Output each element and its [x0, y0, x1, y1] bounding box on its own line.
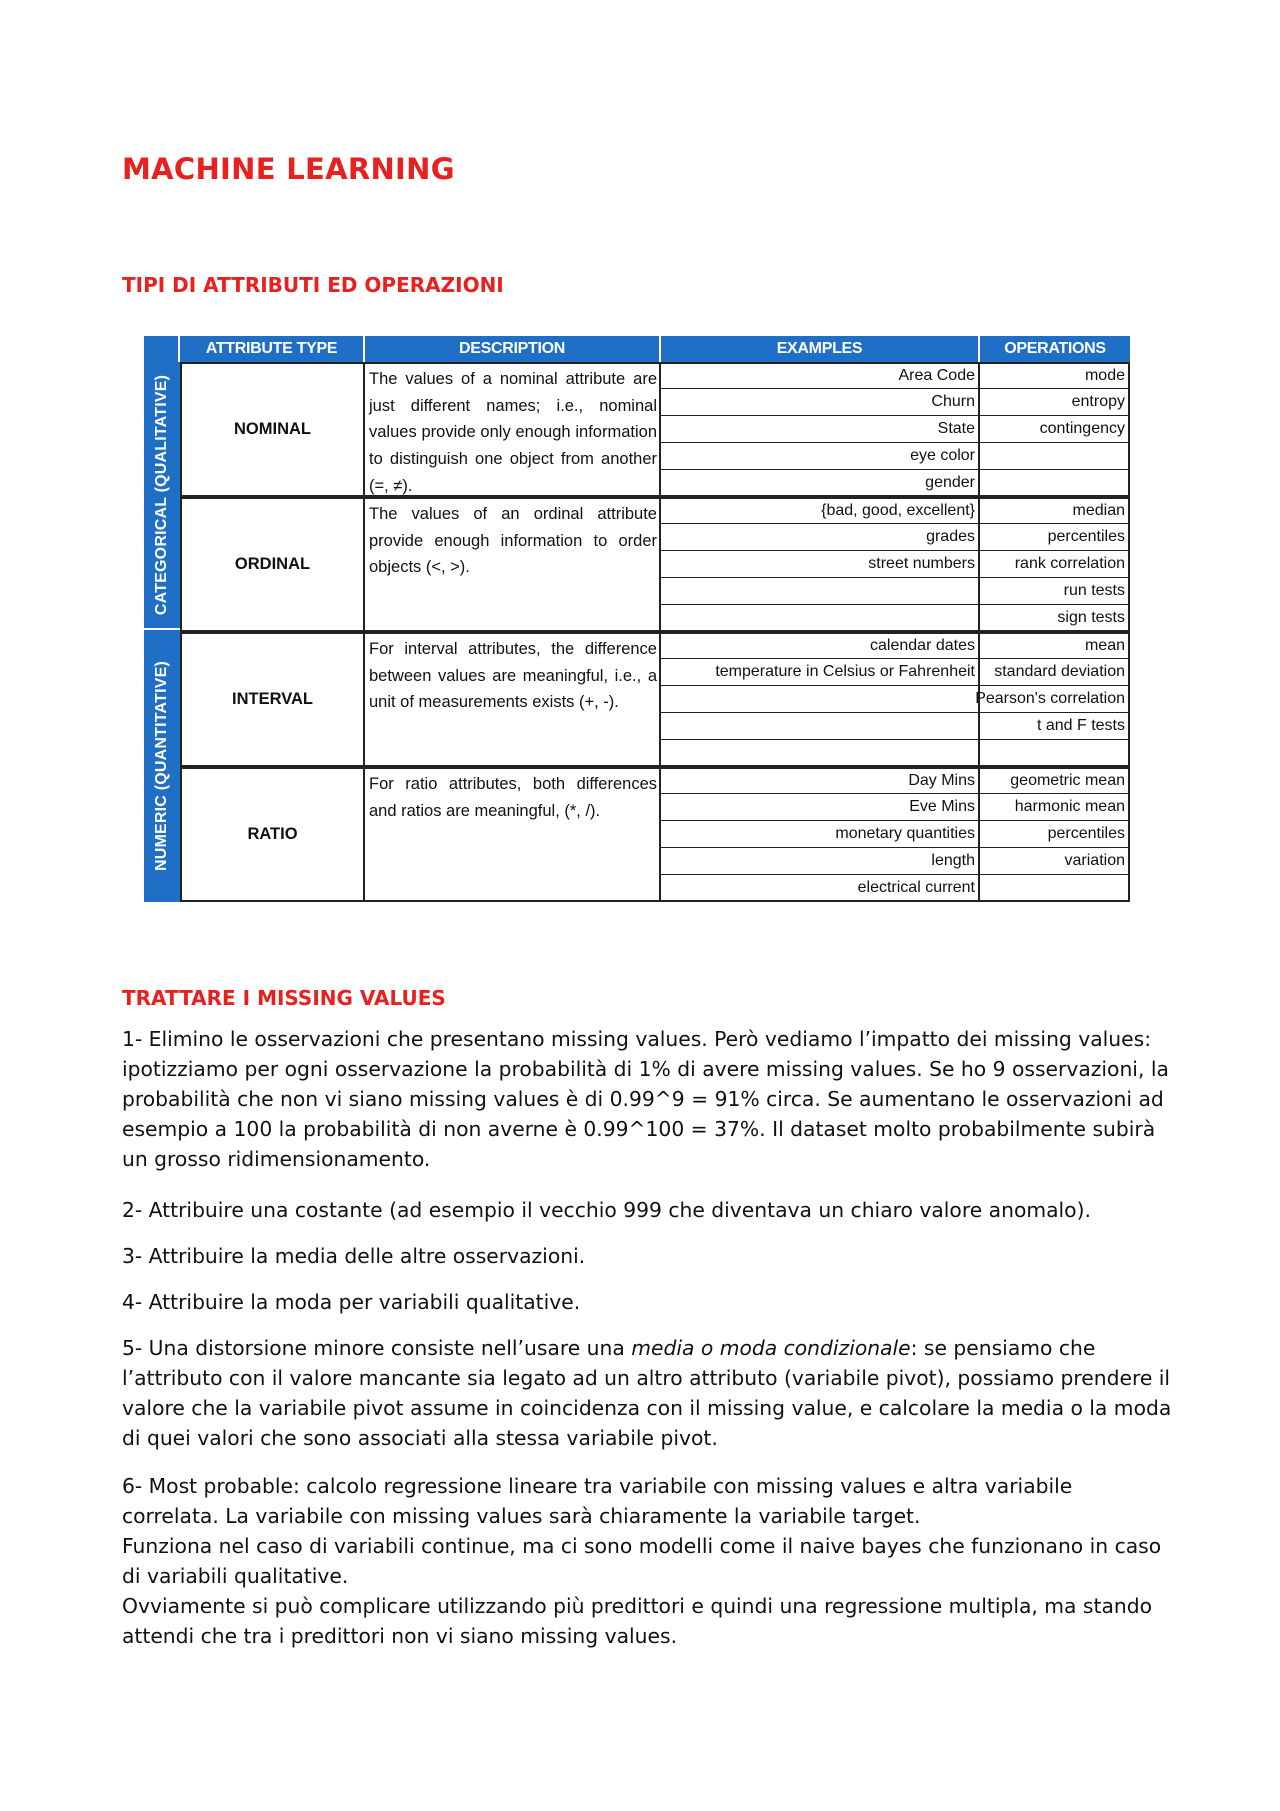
example-item: monetary quantities [661, 821, 978, 848]
operation-item: percentiles [980, 821, 1128, 848]
paragraph-1 [122, 1024, 1172, 1174]
type-cell-ordinal [180, 497, 365, 632]
paragraph-5-emphasis: media o moda condizionale [631, 1336, 911, 1360]
operation-item: mode [980, 362, 1128, 389]
operation-item: run tests [980, 578, 1128, 605]
description-cell-ratio [363, 767, 661, 902]
group-numeric [144, 630, 180, 902]
operation-item [980, 470, 1128, 497]
header-operations: OPERATIONS [980, 336, 1130, 362]
operations-cell-interval [975, 632, 1130, 767]
paragraph-5-part-b: : se pensiamo che l’attributo con il valore mancante sia legato ad un altro attributo (variabile pivot), possiamo prendere il valore che la variabile pivot assume in coincidenza con il missing value, e calcolare la media o la moda di quei valori che sono associati alla stessa variabile pivot. [122, 1336, 1172, 1450]
paragraph-6-line-1: 6- Most probable: calcolo regressione lineare tra variabile con missing values e altra variabile correlata. La variabile con missing values sarà chiaramente la variabile target. [122, 1474, 1073, 1528]
paragraph-4-text: 4- Attribuire la moda per variabili qualitative. [122, 1290, 581, 1314]
example-item: {bad, good, excellent} [661, 497, 978, 524]
example-item: electrical current [857, 879, 975, 897]
example-item: gender [925, 474, 975, 492]
attribute-types-table [144, 336, 1130, 902]
type-cell-nominal [180, 362, 365, 497]
examples-cell-ordinal [659, 497, 980, 632]
operation-item: geometric mean [980, 767, 1128, 794]
example-item [661, 605, 978, 632]
paragraph-3 [122, 1241, 1172, 1271]
example-item: grades [661, 524, 978, 551]
operation-item [980, 875, 1128, 902]
examples-cell-nominal [659, 362, 980, 497]
operation-item: variation [980, 848, 1128, 875]
description-text-ratio: For ratio attributes, both differences and ratios are meaningful, (*, /). [369, 775, 657, 820]
paragraph-3-text: 3- Attribuire la media delle altre osservazioni. [122, 1244, 586, 1268]
operation-item: rank correlation [980, 551, 1128, 578]
operation-item: median [980, 497, 1128, 524]
example-item: temperature in Celsius or Fahrenheit [661, 659, 978, 686]
example-item [661, 578, 978, 605]
paragraph-2-text: 2- Attribuire una costante (ad esempio il vecchio 999 che diventava un chiaro valore anomalo). [122, 1198, 1091, 1222]
examples-cell-ratio [659, 767, 980, 902]
operation-item: t and F tests [980, 713, 1128, 740]
example-item [661, 740, 978, 767]
operation-item: contingency [980, 416, 1128, 443]
operation-item: harmonic mean [980, 794, 1128, 821]
paragraph-6 [122, 1471, 1172, 1651]
operation-item: Pearson's correlation [980, 686, 1128, 713]
operation-item: percentiles [980, 524, 1128, 551]
operations-cell-ordinal [978, 497, 1130, 632]
header-attribute-type: ATTRIBUTE TYPE [180, 336, 365, 362]
example-item: street numbers [661, 551, 978, 578]
paragraph-5-text [122, 1333, 1172, 1453]
type-cell-ratio [180, 767, 365, 902]
operation-item: standard deviation [980, 659, 1128, 686]
paragraph-6-line-2: Funziona nel caso di variabili continue, ma ci sono modelli come il naive bayes che funzionano in caso di variabili qualitative. [122, 1534, 1162, 1588]
example-item: State [661, 416, 978, 443]
group-categorical-label: CATEGORICAL (QUALITATIVE) [153, 374, 170, 616]
section-heading-attributes: TIPI DI ATTRIBUTI ED OPERAZIONI [122, 273, 504, 297]
example-item: Eve Mins [661, 794, 978, 821]
description-cell-interval [363, 632, 661, 767]
example-item: Churn [661, 389, 978, 416]
paragraph-5-part-a: 5- Una distorsione minore consiste nell’usare una [122, 1336, 632, 1360]
example-item: Day Mins [661, 767, 978, 794]
paragraph-6-line-3: Ovviamente si può complicare utilizzando più predittori e quindi una regressione multipla, ma stando attendi che tra i predittori non vi siano missing values. [122, 1594, 1153, 1648]
example-item: calendar dates [661, 632, 978, 659]
examples-cell-interval [659, 632, 980, 767]
paragraph-2 [122, 1195, 1172, 1225]
page-title: MACHINE LEARNING [122, 152, 455, 186]
group-categorical [144, 362, 180, 630]
header-corner [144, 336, 180, 362]
operations-cell-ratio [978, 767, 1130, 902]
example-item: length [661, 848, 978, 875]
operation-item [980, 443, 1128, 470]
operation-item [980, 740, 1128, 767]
type-label-interval: INTERVAL [232, 690, 313, 708]
description-text-ordinal: The values of an ordinal attribute provide enough information to order objects (<, >). [369, 505, 657, 577]
type-label-ordinal: ORDINAL [234, 555, 311, 573]
operation-item: mean [980, 632, 1128, 659]
description-text-nominal: The values of a nominal attribute are just different names; i.e., nominal values provide only enough information to distinguish one object from another (=, ≠). [369, 370, 657, 495]
paragraph-5 [122, 1333, 1172, 1453]
type-cell-interval [180, 632, 365, 767]
description-cell-ordinal [363, 497, 661, 632]
operations-cell-nominal [978, 362, 1130, 497]
example-item: eye color [661, 443, 978, 470]
example-item [661, 686, 978, 713]
group-numeric-label: NUMERIC (QUANTITATIVE) [153, 660, 171, 872]
paragraph-1-text: 1- Elimino le osservazioni che presentano missing values. Però vediamo l’impatto dei missing values: ipotizziamo per ogni osservazione la probabilità di 1% di avere missing values. Se ho 9 osservazioni, la probabilità che non vi siano missing values è di 0.99^9 = 91% circa. Se aumentano le osservazioni ad esempio a 100 la probabilità di non averne è 0.99^100 = 37%. Il dataset molto probabilmente subirà un grosso ridimensionamento. [122, 1027, 1169, 1171]
type-label-nominal: NOMINAL [234, 420, 311, 438]
operation-item: entropy [980, 389, 1128, 416]
type-label-ratio: RATIO [247, 825, 298, 843]
description-text-interval: For interval attributes, the difference between values are meaningful, i.e., a unit of measurements exists (+, -). [369, 640, 657, 712]
example-item: Area Code [661, 362, 978, 389]
header-description: DESCRIPTION [365, 336, 661, 362]
operation-item: sign tests [1057, 609, 1125, 627]
description-cell-nominal [363, 362, 661, 497]
header-examples: EXAMPLES [661, 336, 980, 362]
section-heading-missing-values: TRATTARE I MISSING VALUES [122, 986, 446, 1010]
example-item [661, 713, 978, 740]
paragraph-4 [122, 1287, 1172, 1317]
